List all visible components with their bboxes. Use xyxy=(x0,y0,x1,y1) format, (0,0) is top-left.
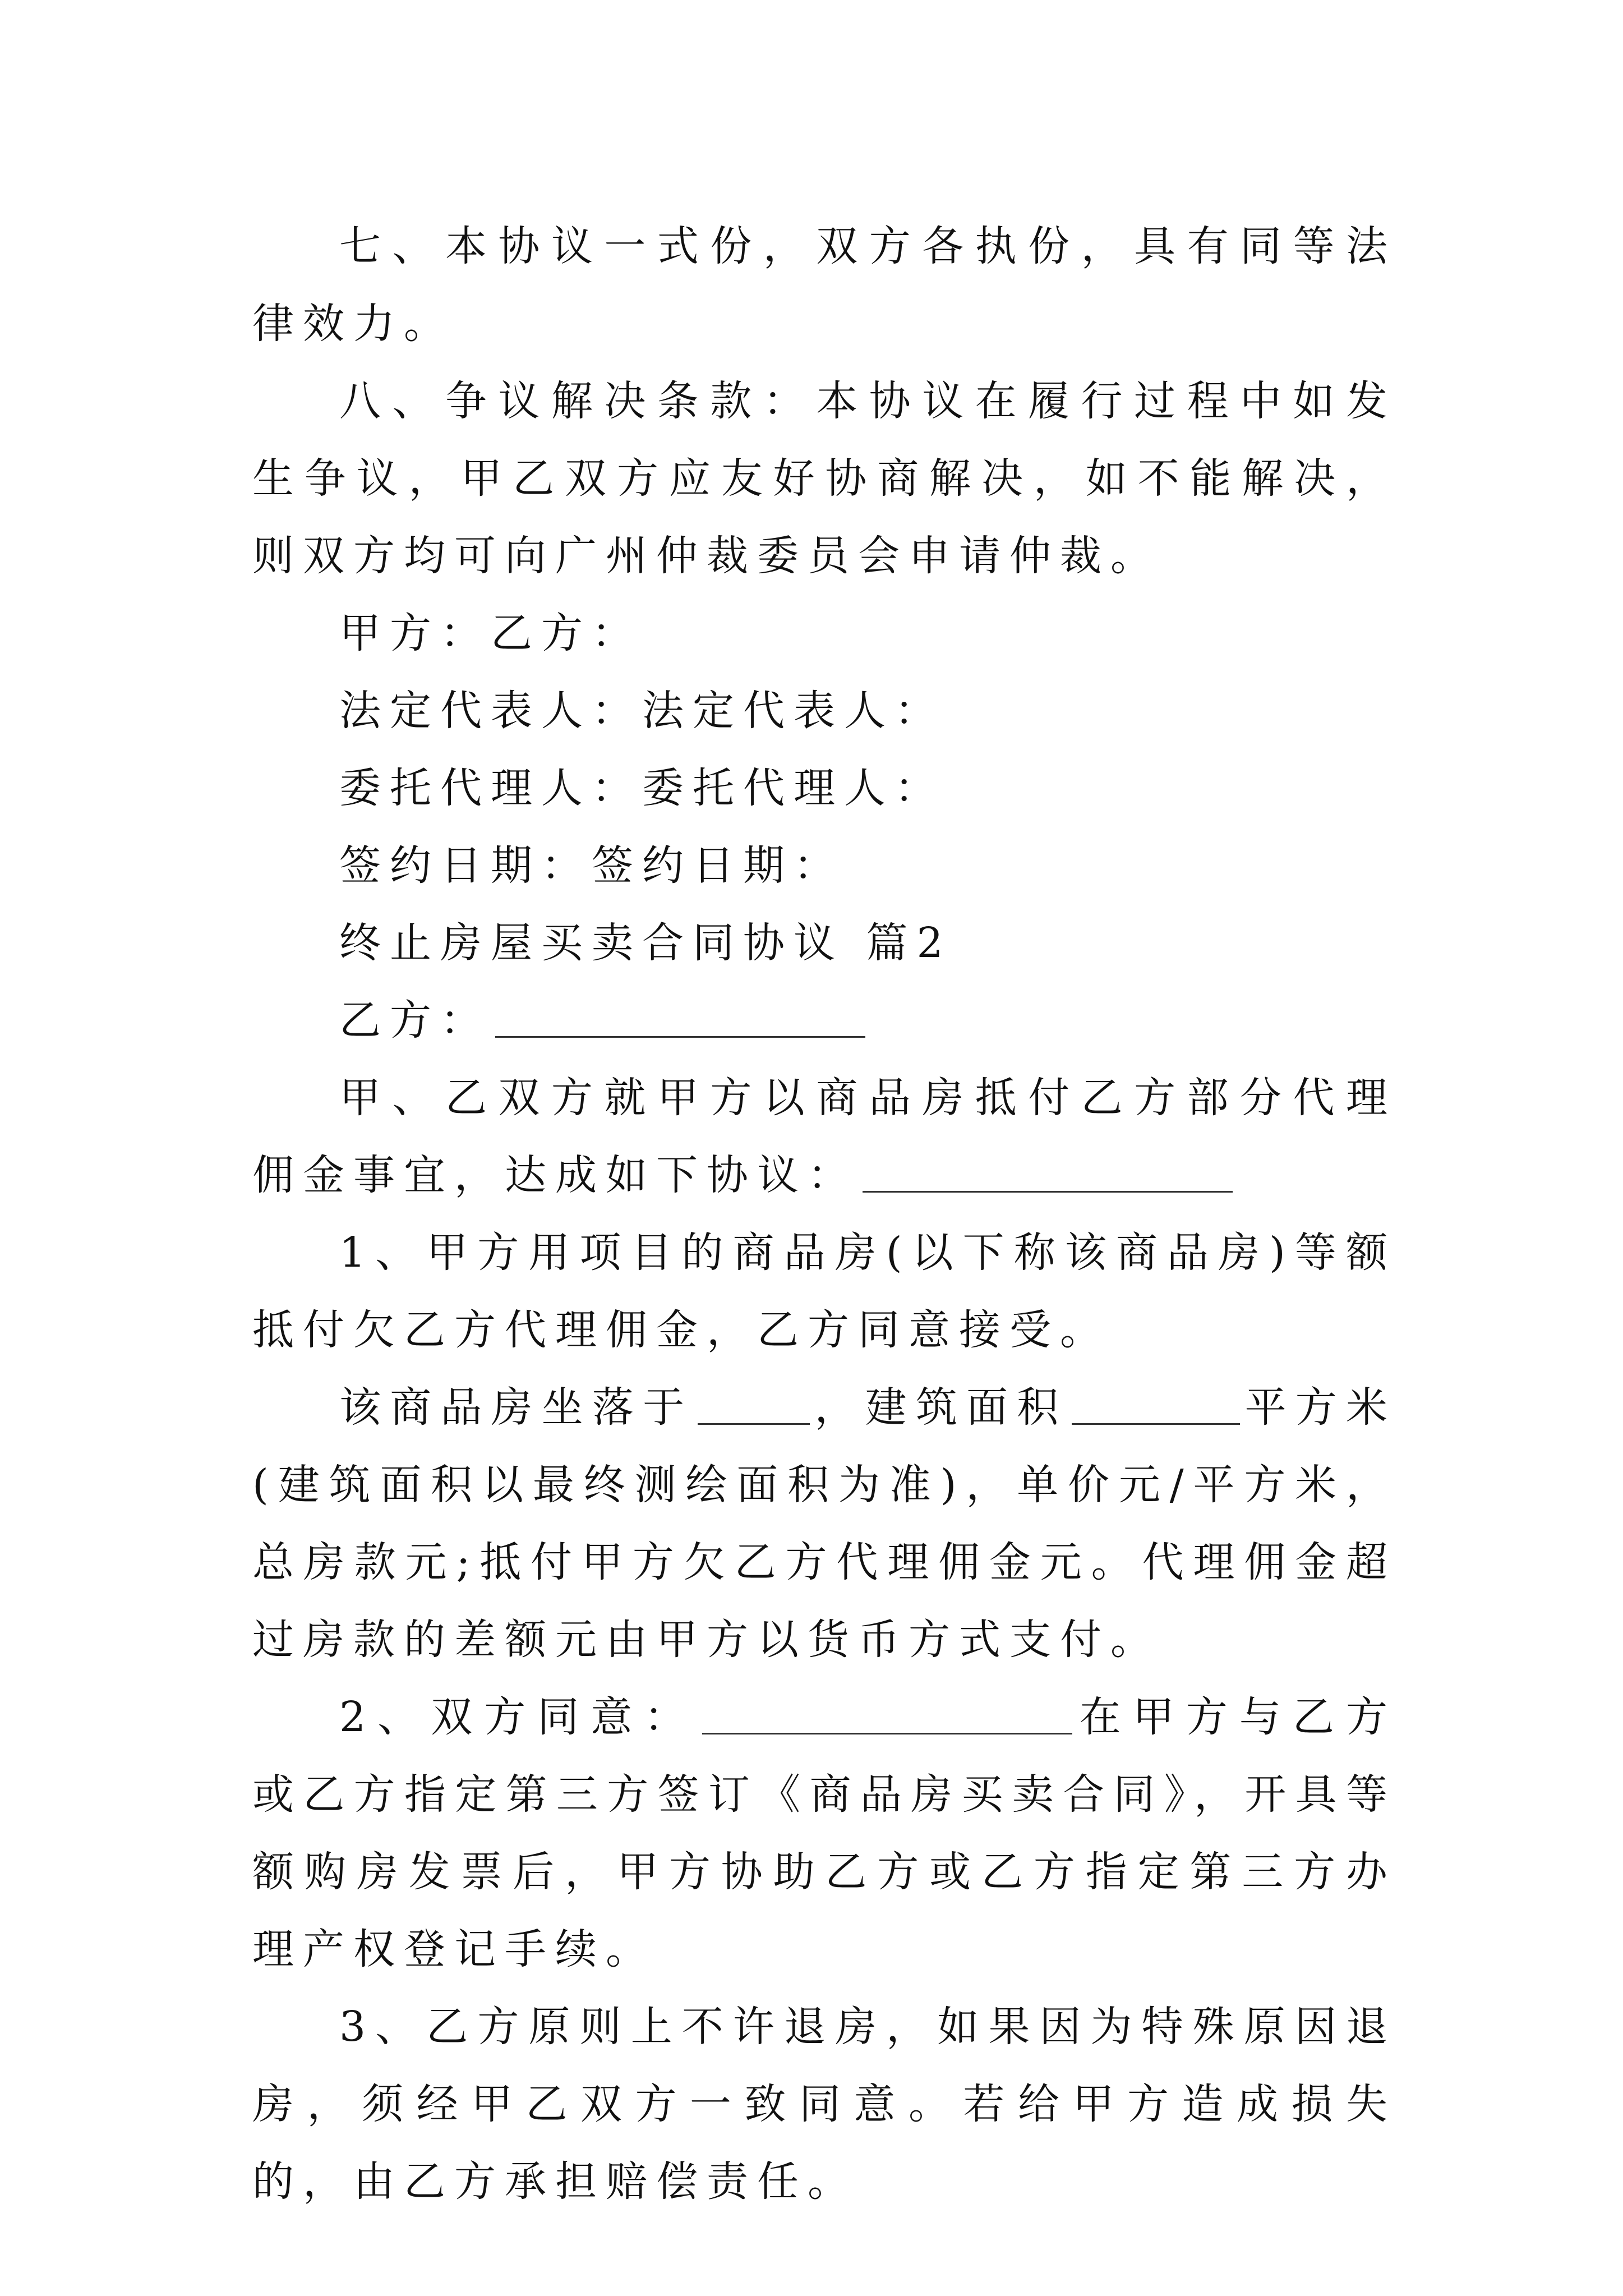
party-b-line xyxy=(252,982,1396,1059)
signature-agent-line: 委托代理人：委托代理人： xyxy=(339,764,945,812)
signature-date-line: 签约日期：签约日期： xyxy=(339,841,844,890)
property-details-text: 平方米(建筑面积以最终测绘面积为准)，单价元/平方米，总房款元;抵付甲方欠乙方代理佣金元。代理佣金超过房款的差额元由甲方以货币方式支付。 xyxy=(252,1383,1396,1664)
clause-one: 1、甲方用项目的商品房(以下称该商品房)等额抵付欠乙方代理佣金，乙方同意接受。 xyxy=(252,1228,1396,1354)
property-area-label: ，建筑面积 xyxy=(814,1383,1068,1432)
agreement-intro-text: 甲、乙双方就甲方以商品房抵付乙方部分代理佣金事宜，达成如下协议： xyxy=(252,1074,1396,1199)
clause-three: 3、乙方原则上不许退房，如果因为特殊原因退房，须经甲乙双方一致同意。若给甲方造成损失的，由乙方承担赔偿责任。 xyxy=(252,2003,1396,2206)
party-b-blank xyxy=(495,997,865,1038)
property-location-blank xyxy=(698,1384,810,1425)
agreement-intro-blank xyxy=(863,1152,1233,1193)
clause-two xyxy=(252,1678,1396,1988)
property-location-label: 该商品房坐落于 xyxy=(339,1383,694,1432)
section-heading: 终止房屋买卖合同协议 篇2 xyxy=(339,919,952,967)
property-details xyxy=(252,1369,1396,1678)
property-area-blank xyxy=(1072,1384,1240,1425)
clause-eight-dispute: 八、争议解决条款：本协议在履行过程中如发生争议，甲乙双方应友好协商解决，如不能解决，则双方均可向广州仲裁委员会申请仲裁。 xyxy=(252,377,1396,580)
clause-seven: 七、本协议一式份，双方各执份，具有同等法律效力。 xyxy=(252,222,1396,348)
signature-representative-line: 法定代表人：法定代表人： xyxy=(339,687,945,735)
document-body xyxy=(252,208,1396,2220)
signature-party-line: 甲方：乙方： xyxy=(339,609,642,657)
agreement-intro xyxy=(252,1059,1396,1214)
party-b-label: 乙方： xyxy=(339,996,491,1045)
clause-two-text: 在甲方与乙方或乙方指定第三方签订《商品房买卖合同》，开具等额购房发票后，甲方协助乙方或乙方指定第三方办理产权登记手续。 xyxy=(252,1693,1396,1973)
clause-two-blank xyxy=(702,1694,1072,1734)
clause-two-label: 2、双方同意： xyxy=(339,1693,698,1741)
